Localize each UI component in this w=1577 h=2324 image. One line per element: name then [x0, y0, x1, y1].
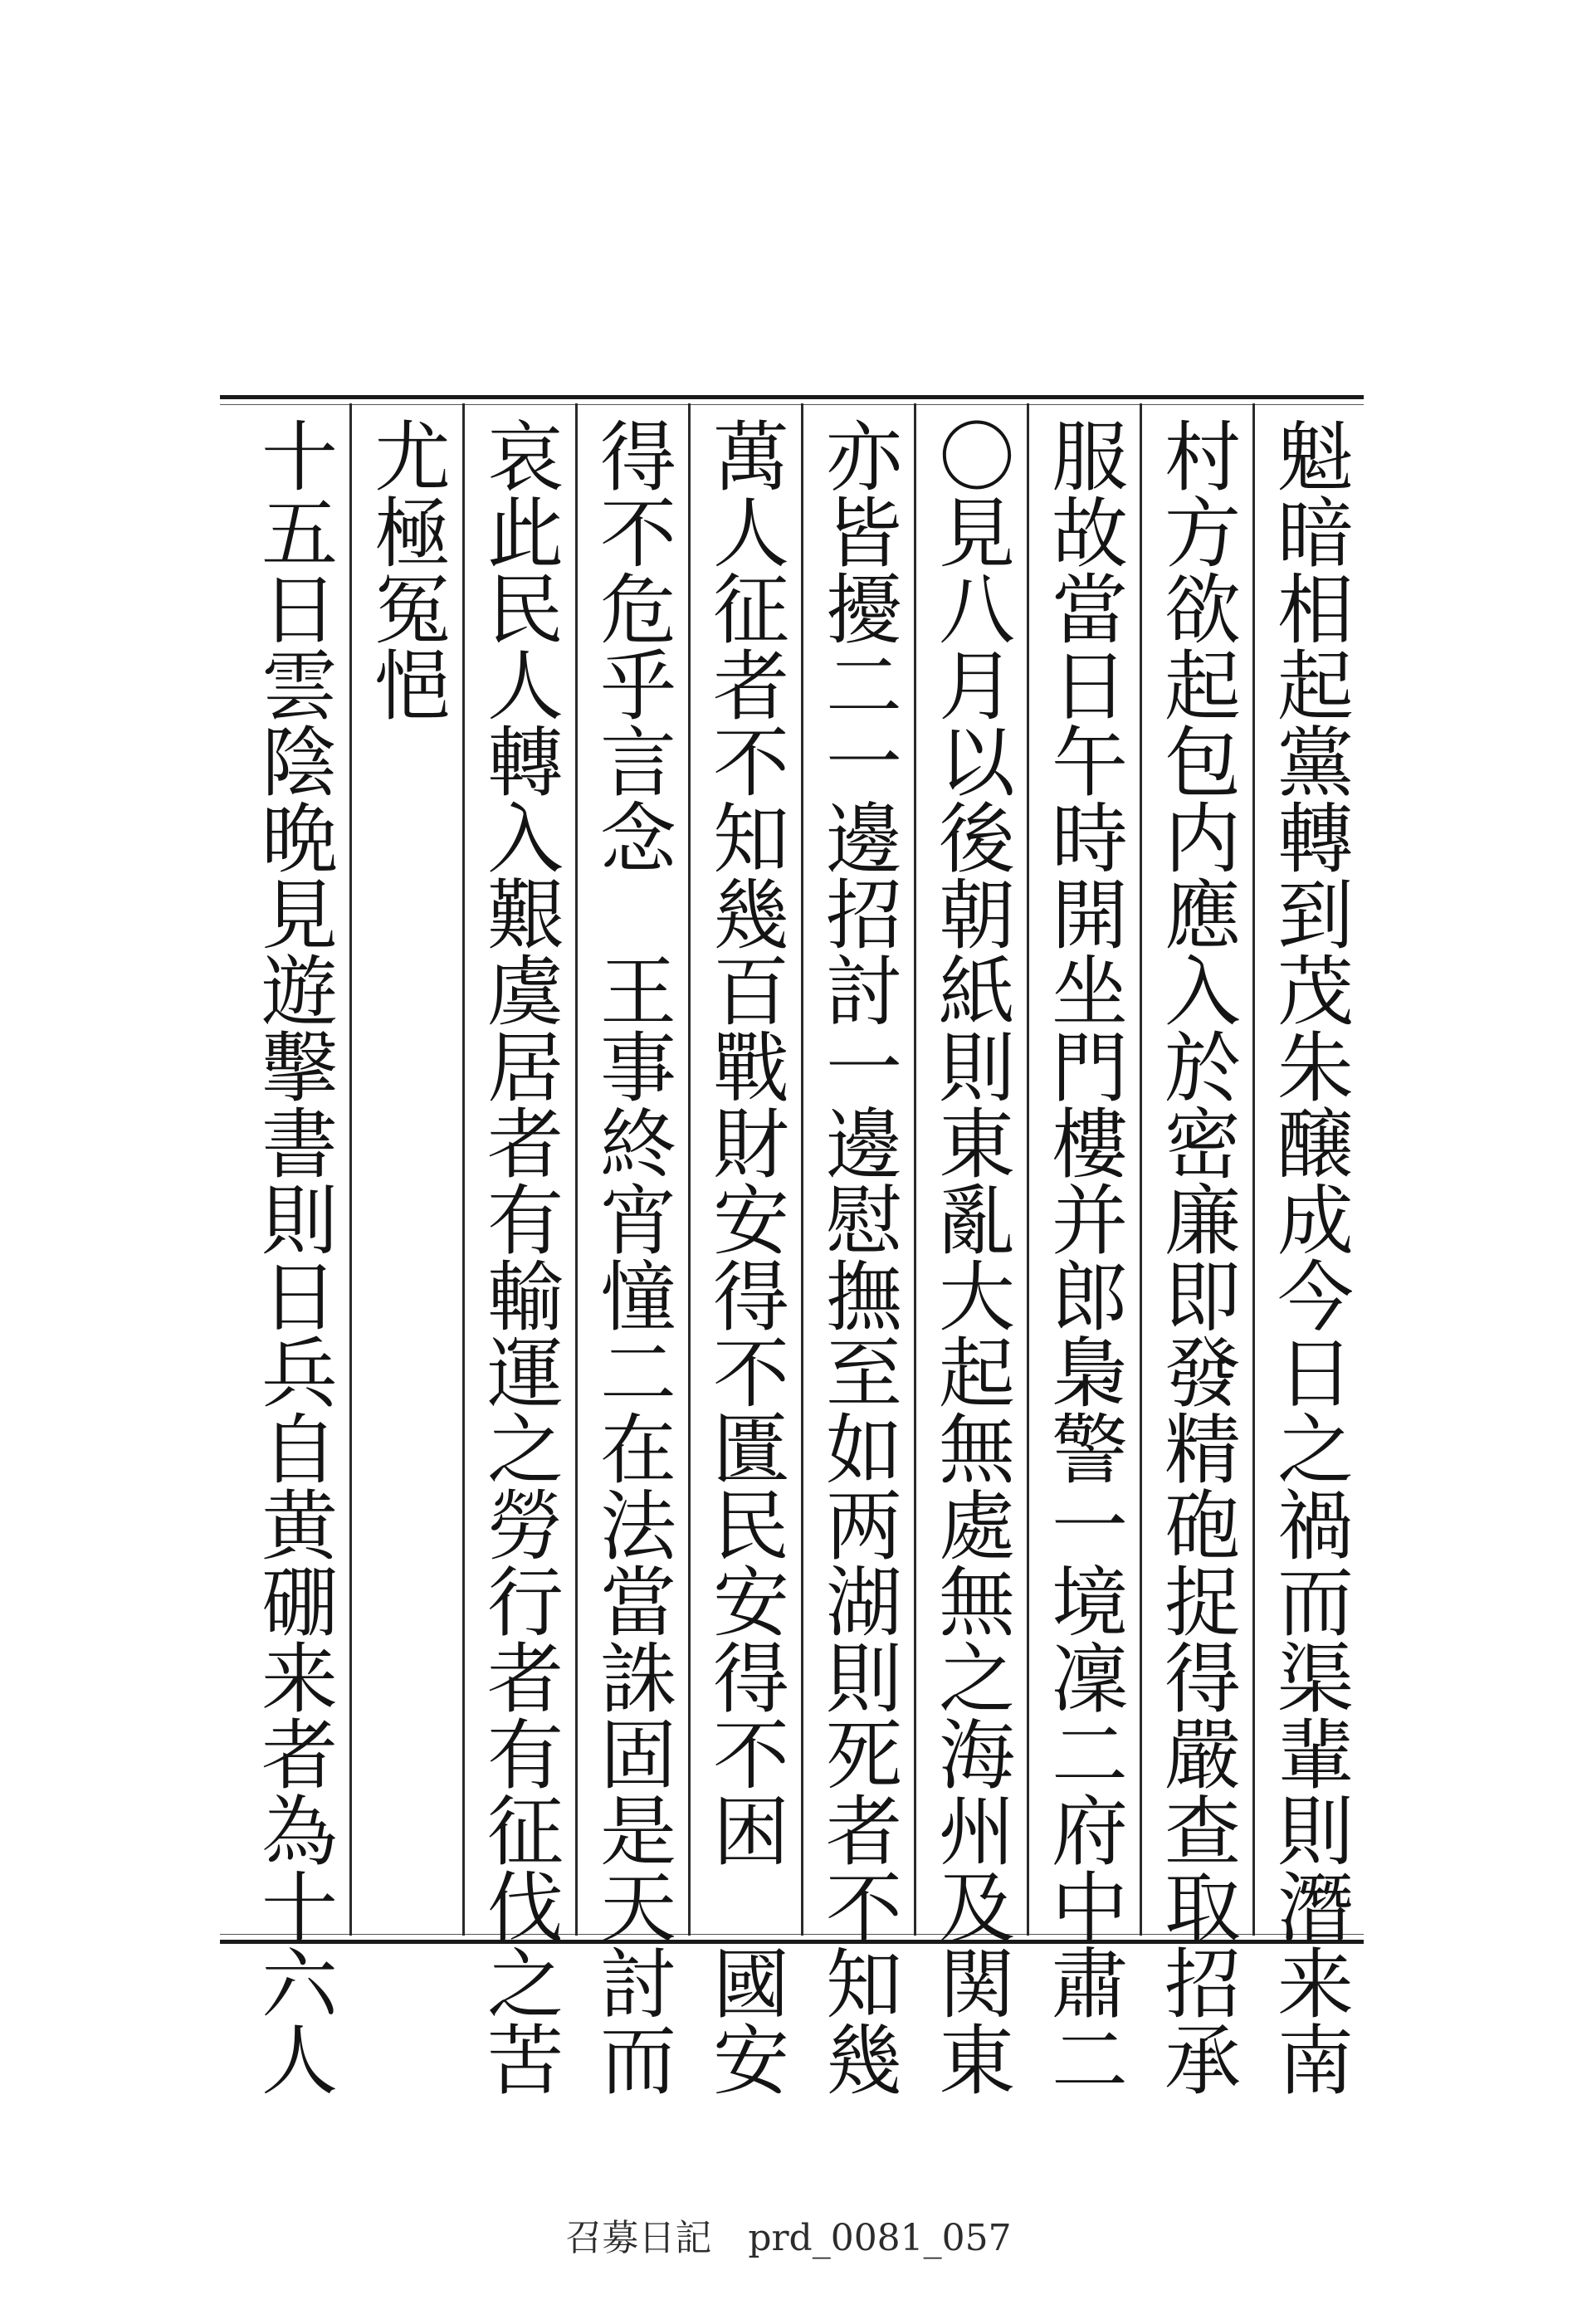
- text-column-5: [801, 403, 914, 2097]
- column-text: 魁暗相起黨轉到茂朱醸成今日之禍而渠輩則潛来南: [1265, 417, 1354, 2097]
- column-text: 村方欲起包内應入於密廉即發精砲捉得嚴查取招承: [1152, 417, 1241, 2097]
- text-column-3: [1027, 403, 1140, 2097]
- text-column-2: [1140, 403, 1252, 2097]
- text-column-9: [349, 403, 462, 1936]
- column-text: 得不危乎言念 王事終宵憧⼆在法當誅固是天討而: [588, 417, 676, 2097]
- text-column-4: [914, 403, 1027, 2097]
- text-column-8: [462, 403, 575, 2097]
- column-text: 十五日雲陰晩見遊擊書則日兵自黄硼来者為十六人: [249, 417, 338, 2097]
- page-footer: [0, 2208, 1577, 2261]
- text-column-1: [1252, 403, 1365, 2097]
- book-title: 召募日記: [565, 2217, 712, 2259]
- text-column-7: [575, 403, 688, 2097]
- column-text: 尤極冤悒: [362, 417, 451, 722]
- column-text: 亦皆擾⼆一邊招討一邊慰撫至如两湖則死者不知幾: [813, 417, 902, 2097]
- text-column-6: [688, 403, 801, 2097]
- column-text: 〇見八月以後朝紙則東亂大起無處無之海州及関東: [926, 417, 1015, 2097]
- text-column-10: [237, 403, 349, 2097]
- column-text: 哀此民人轉入艱虞居者有輸運之勞行者有征伐之苦: [475, 417, 564, 2097]
- page-identifier: prd_0081_057: [748, 2217, 1012, 2259]
- column-text: 服故當日午時開坐門樓并郎梟警一境凜⼆府中肅⼆: [1039, 417, 1128, 2097]
- column-text: 萬人征者不知幾百戰財安得不匱民安得不困 國安: [701, 417, 789, 2097]
